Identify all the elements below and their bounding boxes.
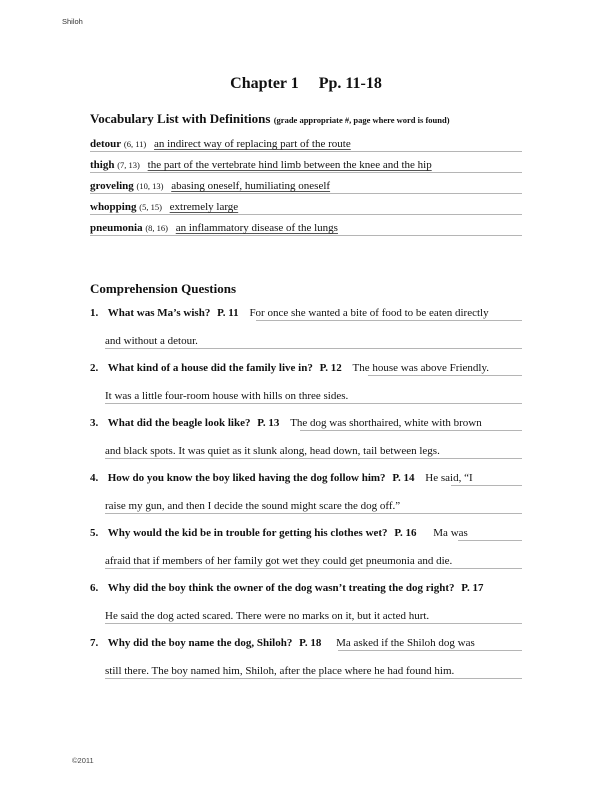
question-page: P. 13: [257, 417, 280, 429]
vocab-word: whopping: [90, 201, 137, 213]
question-text: How do you know the boy liked having the dog follow him?: [107, 472, 386, 484]
question-page: P. 14: [392, 472, 415, 484]
vocab-word: pneumonia: [90, 222, 143, 234]
answer-text: and black spots. It was quiet as it slunk along, head down, tail between legs.: [105, 445, 440, 457]
question-text: What did the beagle look like?: [107, 417, 251, 429]
answer-rule: [90, 193, 522, 194]
answer-rule: [105, 458, 522, 459]
answer-text: afraid that if members of her family got wet they could get pneumonia and die.: [105, 555, 453, 567]
vocab-definition: an indirect way of replacing part of the route: [154, 138, 351, 150]
answer-rule: [458, 540, 522, 541]
answer-rule: [300, 430, 522, 431]
comprehension-heading: Comprehension Questions: [90, 281, 237, 296]
answer-text: He said, “I: [425, 472, 473, 484]
vocab-definition: an inflammatory disease of the lungs: [175, 222, 338, 234]
answer-rule: [90, 235, 522, 236]
vocabulary-list: [90, 138, 522, 243]
question-text: Why would the kid be in trouble for getting his clothes wet?: [107, 527, 388, 539]
vocabulary-item: [90, 201, 522, 222]
question-page: P. 18: [299, 637, 322, 649]
answer-text: The house was above Friendly.: [352, 362, 489, 374]
answer-rule: [256, 320, 522, 321]
vocabulary-item: [90, 180, 522, 201]
vocabulary-heading: [90, 111, 450, 127]
vocab-definition: extremely large: [169, 201, 239, 213]
question-page: P. 11: [217, 307, 239, 319]
vocab-word: groveling: [90, 180, 134, 192]
question-item: [90, 362, 522, 417]
answer-rule: [105, 568, 522, 569]
vocab-pages: (10, 13): [136, 181, 164, 191]
running-header: Shiloh: [62, 17, 83, 26]
answer-rule: [105, 513, 522, 514]
answer-rule: [105, 403, 522, 404]
vocab-pages: (5, 15): [139, 202, 162, 212]
answer-rule: [90, 172, 522, 173]
question-page: P. 12: [319, 362, 342, 374]
vocab-pages: (8, 16): [145, 223, 168, 233]
question-item: [90, 582, 522, 637]
question-page: P. 17: [461, 582, 484, 594]
question-number: 6.: [90, 582, 99, 594]
question-item: [90, 472, 522, 527]
vocabulary-item: [90, 138, 522, 159]
answer-text: It was a little four-room house with hills on three sides.: [105, 390, 349, 402]
answer-text: Ma asked if the Shiloh dog was: [336, 637, 475, 649]
question-item: [90, 307, 522, 362]
question-text: What kind of a house did the family live in?: [107, 362, 313, 374]
question-text: What was Ma’s wish?: [107, 307, 211, 319]
vocab-word: thigh: [90, 159, 115, 171]
answer-rule: [90, 151, 522, 152]
answer-text: He said the dog acted scared. There were no marks on it, but it acted hurt.: [105, 610, 430, 622]
question-item: [90, 527, 522, 582]
question-number: 7.: [90, 637, 99, 649]
answer-text: For once she wanted a bite of food to be eaten directly: [249, 307, 489, 319]
question-list: [90, 307, 522, 692]
vocab-pages: (6, 11): [123, 139, 147, 149]
answer-rule: [368, 375, 522, 376]
answer-text: raise my gun, and then I decide the sound might scare the dog off.”: [105, 500, 401, 512]
question-number: 5.: [90, 527, 99, 539]
vocab-definition: the part of the vertebrate hind limb between the knee and the hip: [147, 159, 432, 171]
question-number: 2.: [90, 362, 99, 374]
question-page: P. 16: [394, 527, 417, 539]
answer-rule: [451, 485, 522, 486]
answer-rule: [338, 650, 522, 651]
vocabulary-item: [90, 222, 522, 243]
answer-text: Ma was: [433, 527, 468, 539]
question-text: Why did the boy name the dog, Shiloh?: [107, 637, 293, 649]
answer-text: and without a detour.: [105, 335, 198, 347]
vocabulary-heading-note: (grade appropriate #, page where word is found): [273, 115, 450, 125]
vocabulary-item: [90, 159, 522, 180]
page-title: Chapter 1 Pp. 11-18: [230, 75, 382, 92]
answer-rule: [90, 214, 522, 215]
answer-rule: [105, 348, 522, 349]
copyright-footer: ©2011: [72, 756, 94, 765]
vocab-pages: (7, 13): [117, 160, 140, 170]
question-item: [90, 417, 522, 472]
vocabulary-heading-text: Vocabulary List with Definitions: [90, 111, 271, 126]
question-text: Why did the boy think the owner of the dog wasn’t treating the dog right?: [107, 582, 455, 594]
question-item: [90, 637, 522, 692]
vocab-word: detour: [90, 138, 122, 150]
question-number: 1.: [90, 307, 99, 319]
answer-rule: [105, 678, 522, 679]
vocab-definition: abasing oneself, humiliating oneself: [171, 180, 331, 192]
answer-text: still there. The boy named him, Shiloh, after the place where he had found him.: [105, 665, 455, 677]
question-number: 4.: [90, 472, 99, 484]
question-number: 3.: [90, 417, 99, 429]
answer-rule: [105, 623, 522, 624]
answer-text: The dog was shorthaired, white with brown: [290, 417, 482, 429]
